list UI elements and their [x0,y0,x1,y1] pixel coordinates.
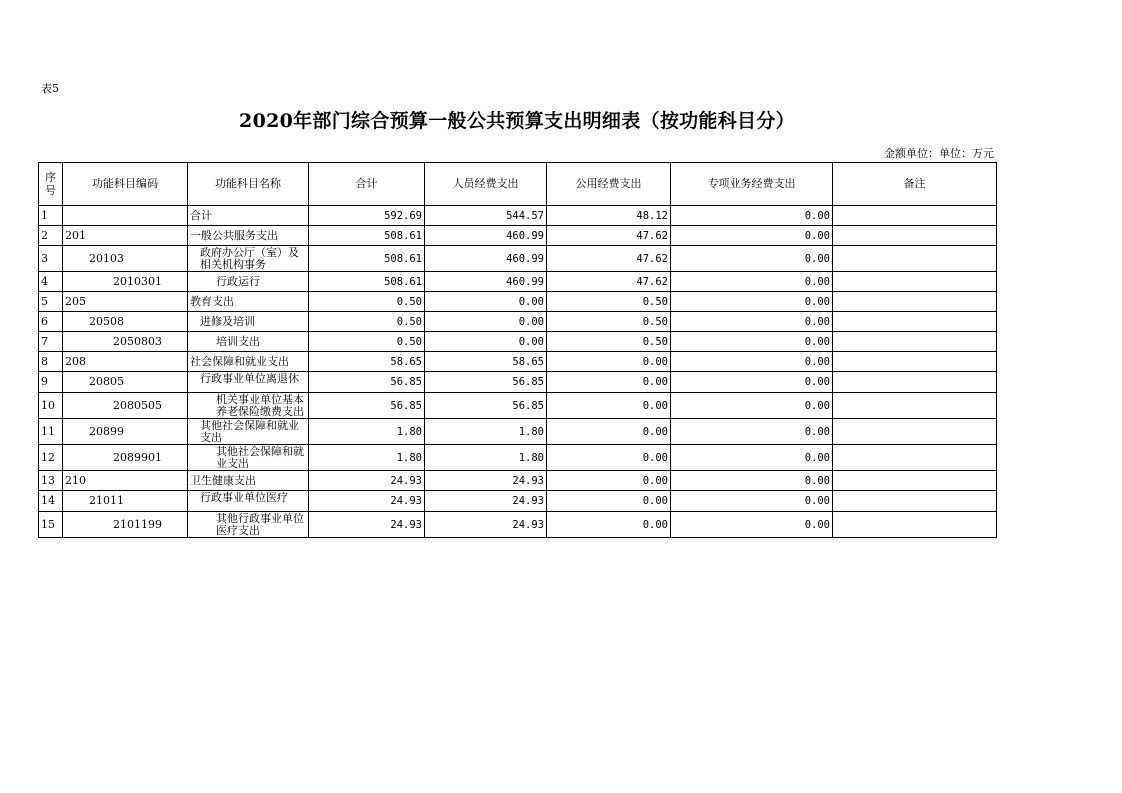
personnel-cell: 56.85 [425,372,547,393]
total-cell: 24.93 [309,512,425,538]
special-cell: 0.00 [671,372,833,393]
total-cell: 0.50 [309,312,425,332]
special-cell: 0.00 [671,206,833,226]
seq-cell: 8 [39,352,63,372]
header-seq: 序号 [39,163,63,206]
public-cell: 0.50 [547,332,671,352]
name-cell: 行政事业单位离退休 [188,372,309,393]
remark-cell [833,226,997,246]
seq-cell: 10 [39,393,63,419]
name-cell: 行政运行 [188,272,309,292]
header-total: 合计 [309,163,425,206]
page-title: 2020年部门综合预算一般公共预算支出明细表（按功能科目分） [239,110,795,132]
code-cell: 20805 [63,372,188,393]
total-cell: 58.65 [309,352,425,372]
name-cell: 机关事业单位基本养老保险缴费支出 [188,393,309,419]
special-cell: 0.00 [671,419,833,445]
remark-cell [833,372,997,393]
remark-cell [833,332,997,352]
code-cell: 2089901 [63,445,188,471]
remark-cell [833,312,997,332]
remark-cell [833,292,997,312]
code-cell: 21011 [63,491,188,512]
seq-cell: 6 [39,312,63,332]
public-cell: 0.00 [547,372,671,393]
code-cell: 20899 [63,419,188,445]
seq-cell: 1 [39,206,63,226]
code-cell: 20103 [63,246,188,272]
code-cell: 2050803 [63,332,188,352]
table-row [39,491,997,512]
special-cell: 0.00 [671,393,833,419]
table-row [39,332,997,352]
personnel-cell: 58.65 [425,352,547,372]
remark-cell [833,393,997,419]
total-cell: 0.50 [309,292,425,312]
public-cell: 0.00 [547,491,671,512]
personnel-cell: 544.57 [425,206,547,226]
unit-note: 金额单位：单位：万元 [884,147,994,160]
total-cell: 1.80 [309,419,425,445]
remark-cell [833,445,997,471]
public-cell: 0.00 [547,445,671,471]
special-cell: 0.00 [671,471,833,491]
code-cell: 205 [63,292,188,312]
name-cell: 教育支出 [188,292,309,312]
seq-cell: 15 [39,512,63,538]
total-cell: 1.80 [309,445,425,471]
name-cell: 其他行政事业单位医疗支出 [188,512,309,538]
code-cell: 2101199 [63,512,188,538]
public-cell: 0.00 [547,393,671,419]
code-cell: 20508 [63,312,188,332]
table-header [39,163,997,206]
total-cell: 508.61 [309,226,425,246]
header-name: 功能科目名称 [188,163,309,206]
personnel-cell: 0.00 [425,292,547,312]
header-code: 功能科目编码 [63,163,188,206]
personnel-cell: 1.80 [425,445,547,471]
header-remark: 备注 [833,163,997,206]
budget-table [38,162,997,538]
special-cell: 0.00 [671,332,833,352]
seq-cell: 11 [39,419,63,445]
personnel-cell: 0.00 [425,312,547,332]
remark-cell [833,471,997,491]
public-cell: 0.00 [547,512,671,538]
remark-cell [833,512,997,538]
table-row [39,272,997,292]
personnel-cell: 24.93 [425,471,547,491]
total-cell: 24.93 [309,471,425,491]
total-cell: 24.93 [309,491,425,512]
name-cell: 社会保障和就业支出 [188,352,309,372]
public-cell: 47.62 [547,226,671,246]
table-row [39,471,997,491]
public-cell: 0.00 [547,419,671,445]
code-cell: 208 [63,352,188,372]
public-cell: 0.50 [547,312,671,332]
public-cell: 47.62 [547,272,671,292]
total-cell: 592.69 [309,206,425,226]
remark-cell [833,419,997,445]
remark-cell [833,491,997,512]
total-cell: 0.50 [309,332,425,352]
table-row [39,393,997,419]
name-cell: 进修及培训 [188,312,309,332]
code-cell [63,206,188,226]
table-row [39,226,997,246]
special-cell: 0.00 [671,491,833,512]
remark-cell [833,246,997,272]
special-cell: 0.00 [671,246,833,272]
table-row [39,206,997,226]
personnel-cell: 24.93 [425,512,547,538]
table-row [39,312,997,332]
personnel-cell: 1.80 [425,419,547,445]
table-row [39,445,997,471]
total-cell: 508.61 [309,246,425,272]
table-row [39,292,997,312]
name-cell: 其他社会保障和就业支出 [188,419,309,445]
personnel-cell: 460.99 [425,226,547,246]
name-cell: 政府办公厅（室）及相关机构事务 [188,246,309,272]
code-cell: 2010301 [63,272,188,292]
seq-cell: 7 [39,332,63,352]
total-cell: 56.85 [309,372,425,393]
special-cell: 0.00 [671,512,833,538]
seq-cell: 12 [39,445,63,471]
seq-cell: 5 [39,292,63,312]
seq-cell: 4 [39,272,63,292]
personnel-cell: 460.99 [425,246,547,272]
remark-cell [833,352,997,372]
special-cell: 0.00 [671,272,833,292]
table-number: 表5 [41,82,59,95]
public-cell: 0.50 [547,292,671,312]
table-row [39,246,997,272]
personnel-cell: 460.99 [425,272,547,292]
personnel-cell: 0.00 [425,332,547,352]
name-cell: 其他社会保障和就业支出 [188,445,309,471]
name-cell: 行政事业单位医疗 [188,491,309,512]
seq-cell: 14 [39,491,63,512]
table-body [39,206,997,538]
table-row [39,419,997,445]
seq-cell: 2 [39,226,63,246]
table-row [39,372,997,393]
code-cell: 210 [63,471,188,491]
header-personnel: 人员经费支出 [425,163,547,206]
public-cell: 0.00 [547,352,671,372]
special-cell: 0.00 [671,292,833,312]
public-cell: 0.00 [547,471,671,491]
seq-cell: 3 [39,246,63,272]
special-cell: 0.00 [671,445,833,471]
code-cell: 2080505 [63,393,188,419]
name-cell: 合计 [188,206,309,226]
header-public: 公用经费支出 [547,163,671,206]
total-cell: 508.61 [309,272,425,292]
public-cell: 48.12 [547,206,671,226]
table-row [39,352,997,372]
personnel-cell: 56.85 [425,393,547,419]
special-cell: 0.00 [671,226,833,246]
table-row [39,512,997,538]
remark-cell [833,272,997,292]
seq-cell: 9 [39,372,63,393]
seq-cell: 13 [39,471,63,491]
name-cell: 一般公共服务支出 [188,226,309,246]
header-special: 专项业务经费支出 [671,163,833,206]
public-cell: 47.62 [547,246,671,272]
special-cell: 0.00 [671,312,833,332]
name-cell: 卫生健康支出 [188,471,309,491]
name-cell: 培训支出 [188,332,309,352]
total-cell: 56.85 [309,393,425,419]
personnel-cell: 24.93 [425,491,547,512]
code-cell: 201 [63,226,188,246]
special-cell: 0.00 [671,352,833,372]
remark-cell [833,206,997,226]
